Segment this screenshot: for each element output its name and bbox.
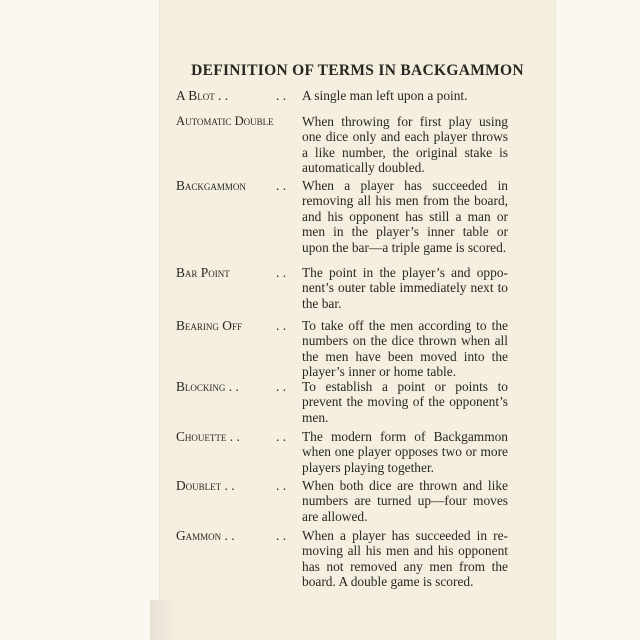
definition: The point in the player’s and opponent’s outer table immediately next to the bar. [302,265,508,311]
term: Bar Point [176,265,230,280]
leader-dots: . . [276,318,287,333]
definition: To establish a point or points to prevent the moving of the opponent’s men. [302,379,508,425]
term: Automatic Double [176,114,274,128]
leader-dots: . . [276,528,287,543]
leader-dots: . . [276,178,287,193]
page-edge [150,600,180,640]
term: Bearing Off [176,318,242,333]
definition: When throwing for first play using one dice only and each player throws a like number, the original stake is automatically doubled. [302,114,508,176]
leader-dots: . . [276,379,287,394]
leader-dots: . . [276,265,287,280]
leader-dots: . . [276,478,287,493]
term: Backgammon [176,178,246,193]
definition: To take off the men according to the numbers on the dice thrown when all the men have been moved into the player’s inner or home table. [302,318,508,380]
definition: The modern form of Backgammon when one player opposes two or more players playing together. [302,429,508,475]
term: Doublet . . [176,478,235,493]
term: Blocking . . [176,379,239,394]
leader-dots: . . [276,429,287,444]
definition: When both dice are thrown and like numbers are turned up—four moves are allowed. [302,478,508,524]
leader-dots: . . [276,88,287,103]
term: Chouette . . [176,429,240,444]
definition: When a player has succeeded in removing all his men and his opponent has not removed any men from the board. A double game is scored. [302,528,508,590]
definition: When a player has succeeded in removing all his men from the board, and his opponent has still a man or men in the player’s inner table or upon the bar—a triple game is scored. [302,178,508,255]
term: A Blot . . [176,88,229,103]
term: Gammon . . [176,528,235,543]
definition: A single man left upon a point. [302,88,468,103]
page-title: DEFINITION OF TERMS IN BACKGAMMON [191,62,524,79]
